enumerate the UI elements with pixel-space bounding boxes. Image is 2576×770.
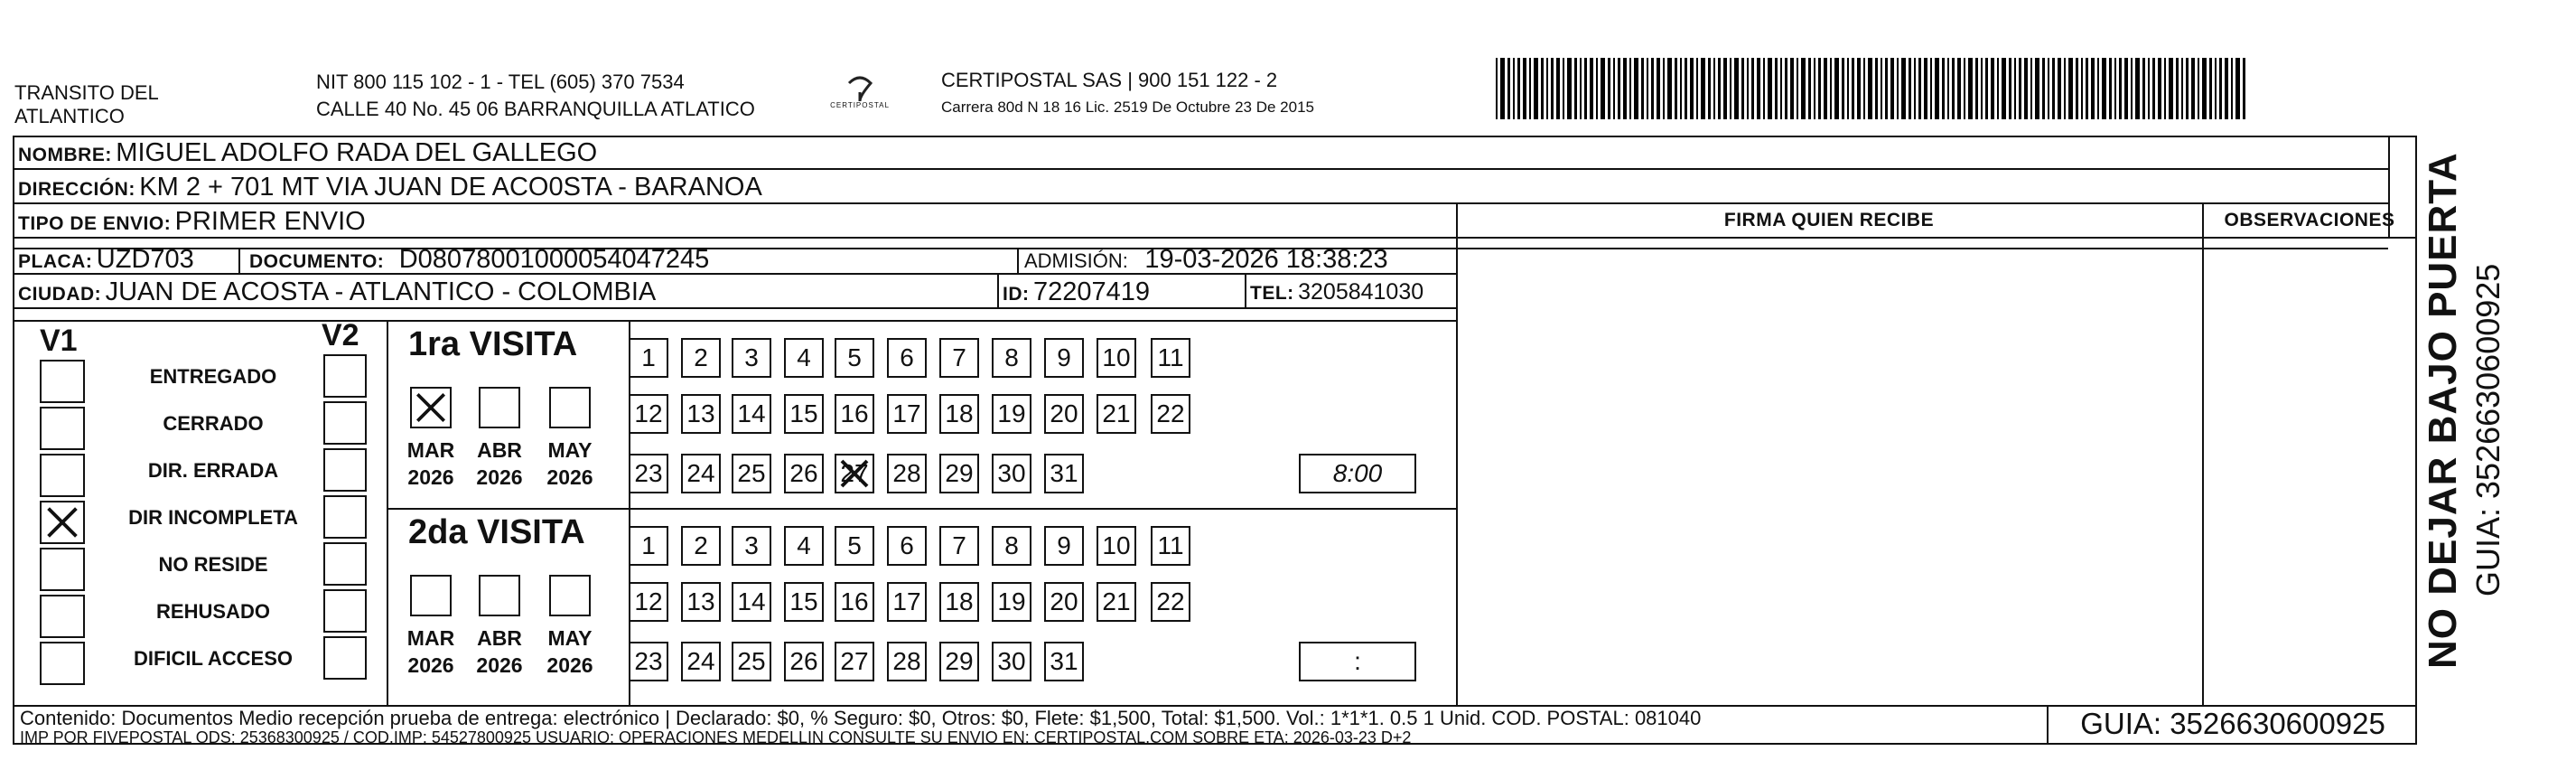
tipo-envio-label: TIPO DE ENVIO:	[18, 213, 172, 234]
day-box[interactable]: 11	[1151, 526, 1190, 566]
day-box[interactable]: 24	[681, 642, 721, 681]
day-box[interactable]: 23	[629, 642, 668, 681]
day-box[interactable]: 23	[629, 454, 668, 493]
day-box[interactable]: 14	[732, 582, 771, 622]
nit-line: NIT 800 115 102 - 1 - TEL (605) 370 7534	[316, 70, 685, 93]
day-box[interactable]: 15	[784, 582, 824, 622]
month-checkbox[interactable]	[410, 575, 452, 616]
tipo-envio-row	[18, 206, 366, 241]
observations-area[interactable]	[2204, 239, 2415, 703]
documento-label: DOCUMENTO:	[249, 251, 385, 272]
day-box[interactable]: 16	[835, 394, 874, 434]
day-box[interactable]: 17	[887, 582, 927, 622]
day-box[interactable]: 24	[681, 454, 721, 493]
month-year: 2026	[476, 465, 523, 489]
month-year: 2026	[476, 653, 523, 677]
day-box[interactable]: 7	[939, 338, 979, 378]
barcode-icon	[1496, 58, 2245, 119]
certipostal-logo	[817, 72, 903, 117]
barcode	[1496, 58, 2245, 119]
day-box[interactable]: 18	[939, 582, 979, 622]
id-value: 72207419	[1032, 277, 1150, 306]
ciudad-label: CIUDAD:	[18, 284, 102, 305]
month-checkbox[interactable]	[549, 575, 591, 616]
day-box[interactable]: 9	[1044, 338, 1084, 378]
side-guia: GUIA: 3526630600925	[2469, 263, 2506, 596]
month-year: 2026	[546, 653, 593, 677]
day-box[interactable]: 11	[1151, 338, 1190, 378]
observaciones-label: OBSERVACIONES	[2224, 210, 2395, 230]
day-box[interactable]: 22	[1151, 394, 1190, 434]
visit-title: 2da VISITA	[408, 513, 585, 551]
visit-title: 1ra VISITA	[408, 325, 578, 363]
admision-value: 19-03-2026 18:38:23	[1144, 245, 1388, 274]
footer-guia: GUIA: 3526630600925	[2080, 707, 2385, 740]
day-box[interactable]: 16	[835, 582, 874, 622]
ciudad-value: JUAN DE ACOSTA - ATLANTICO - COLOMBIA	[105, 277, 657, 306]
footer-contents: Contenido: Documentos Medio recepción prueba de entrega: electrónico | Declarado: $0, % Seguro: $0, Otros: $0, Flete: $1,500, Total: $1,500. Vol.: 1*1*1. 0.5 1 Unid. COD. POSTAL: 081040	[20, 707, 1702, 729]
day-box[interactable]: 7	[939, 526, 979, 566]
v2-checkbox[interactable]	[323, 542, 367, 586]
side-warning: NO DEJAR BAJO PUERTA	[2421, 152, 2465, 669]
day-box[interactable]: 26	[784, 642, 824, 681]
v1-checkbox[interactable]	[40, 360, 85, 403]
day-box[interactable]: 19	[992, 582, 1031, 622]
day-box[interactable]: 17	[887, 394, 927, 434]
status-label: DIFICIL ACCESO	[133, 647, 293, 670]
month-year: 2026	[546, 465, 593, 489]
month-checkbox[interactable]	[479, 575, 520, 616]
day-box[interactable]: 21	[1097, 582, 1136, 622]
day-box[interactable]: 31	[1044, 642, 1084, 681]
v2-checkbox[interactable]	[323, 495, 367, 539]
ciudad-row	[18, 277, 656, 312]
company-name	[14, 81, 159, 128]
status-label: ENTREGADO	[149, 365, 277, 388]
v1-checkbox[interactable]	[40, 407, 85, 450]
day-box[interactable]: 26	[784, 454, 824, 493]
day-box[interactable]: 3	[732, 526, 771, 566]
v2-checkbox[interactable]	[323, 401, 367, 445]
tipo-envio-value: PRIMER ENVIO	[174, 207, 366, 236]
day-box[interactable]: 5	[835, 526, 874, 566]
day-box[interactable]: 28	[887, 642, 927, 681]
signature-area[interactable]	[1458, 239, 2200, 703]
address-line: CALLE 40 No. 45 06 BARRANQUILLA ATLATICO	[316, 98, 755, 120]
logo-caption: CERTIPOSTAL	[830, 101, 890, 109]
day-box[interactable]: 22	[1151, 582, 1190, 622]
day-box[interactable]: 30	[992, 454, 1031, 493]
status-label: DIR. ERRADA	[147, 459, 279, 482]
month-name: MAY	[547, 438, 593, 462]
day-box[interactable]: 3	[732, 338, 771, 378]
nombre-value: MIGUEL ADOLFO RADA DEL GALLEGO	[116, 138, 598, 167]
month-checkbox[interactable]	[479, 387, 520, 428]
v2-checkbox[interactable]	[323, 589, 367, 633]
month-year: 2026	[407, 465, 454, 489]
time-box[interactable]: 8:00	[1299, 454, 1416, 493]
day-box[interactable]: 27	[835, 642, 874, 681]
day-box[interactable]: 12	[629, 394, 668, 434]
v1-checkbox[interactable]	[40, 595, 85, 638]
day-box[interactable]: 4	[784, 338, 824, 378]
day-box[interactable]: 28	[887, 454, 927, 493]
day-box[interactable]: 10	[1097, 526, 1136, 566]
day-mark	[835, 454, 874, 493]
day-box[interactable]: 15	[784, 394, 824, 434]
direccion-label: DIRECCIÓN:	[18, 179, 135, 200]
day-box[interactable]: 21	[1097, 394, 1136, 434]
direccion-row	[18, 172, 762, 207]
company-name-line1: TRANSITO DEL	[14, 81, 159, 104]
day-box[interactable]: 27	[835, 454, 874, 493]
day-box[interactable]: 2	[681, 338, 721, 378]
day-box[interactable]: 13	[681, 394, 721, 434]
day-box[interactable]: 1	[629, 338, 668, 378]
tel-row	[1250, 277, 1423, 311]
day-box[interactable]: 14	[732, 394, 771, 434]
month-name: MAY	[547, 626, 593, 650]
v2-checkbox[interactable]	[323, 636, 367, 680]
tel-label: TEL:	[1250, 283, 1294, 304]
id-label: ID:	[1003, 284, 1030, 305]
v1-label: V1	[40, 324, 78, 358]
month-name: ABR	[477, 438, 522, 462]
day-box[interactable]: 25	[732, 454, 771, 493]
nombre-row	[18, 137, 597, 173]
day-box[interactable]: 29	[939, 454, 979, 493]
nombre-label: NOMBRE:	[18, 145, 112, 165]
day-box[interactable]: 20	[1044, 582, 1084, 622]
day-box[interactable]: 13	[681, 582, 721, 622]
month-checkbox[interactable]	[410, 387, 452, 428]
month-checkbox[interactable]	[549, 387, 591, 428]
company-contact	[316, 70, 755, 121]
day-box[interactable]: 31	[1044, 454, 1084, 493]
firma-label: FIRMA QUIEN RECIBE	[1723, 210, 1935, 230]
month-name: ABR	[477, 626, 522, 650]
v1-checkbox[interactable]	[40, 454, 85, 497]
status-label: DIR INCOMPLETA	[128, 506, 298, 529]
month-name: MAR	[406, 626, 455, 650]
direccion-value: KM 2 + 701 MT VIA JUAN DE ACO0STA - BARANOA	[139, 173, 762, 202]
day-box[interactable]: 10	[1097, 338, 1136, 378]
id-row	[1003, 277, 1150, 312]
time-box[interactable]: :	[1299, 642, 1416, 681]
license-line: Carrera 80d N 18 16 Lic. 2519 De Octubre 23 De 2015	[941, 99, 1314, 116]
day-box[interactable]: 2	[681, 526, 721, 566]
day-box[interactable]: 18	[939, 394, 979, 434]
day-box[interactable]: 5	[835, 338, 874, 378]
carrier-line: CERTIPOSTAL SAS | 900 151 122 - 2	[941, 69, 1278, 91]
v1-checkbox[interactable]	[40, 642, 85, 685]
documento-row	[249, 244, 709, 279]
admision-row	[1024, 244, 1388, 279]
month-year: 2026	[407, 653, 454, 677]
day-box[interactable]: 8	[992, 526, 1031, 566]
month-name: MAR	[406, 438, 455, 462]
v2-checkbox[interactable]	[323, 448, 367, 492]
certipostal-logo-icon	[817, 72, 903, 117]
day-box[interactable]: 4	[784, 526, 824, 566]
v1-checkbox[interactable]	[40, 548, 85, 591]
day-box[interactable]: 12	[629, 582, 668, 622]
day-box[interactable]: 20	[1044, 394, 1084, 434]
day-box[interactable]: 30	[992, 642, 1031, 681]
tel-value: 3205841030	[1298, 279, 1424, 305]
admision-label: ADMISIÓN:	[1024, 249, 1128, 272]
day-box[interactable]: 8	[992, 338, 1031, 378]
status-label: NO RESIDE	[158, 553, 268, 576]
placa-label: PLACA:	[18, 251, 93, 272]
day-box[interactable]: 9	[1044, 526, 1084, 566]
day-box[interactable]: 6	[887, 526, 927, 566]
documento-value: D08078001000054047245	[398, 245, 710, 274]
v2-checkbox[interactable]	[323, 354, 367, 398]
status-label: REHUSADO	[156, 600, 270, 623]
footer-print-info: IMP POR FIVEPOSTAL ODS: 25368300925 / COD.IMP: 54527800925 USUARIO: OPERACIONES MEDELLIN CONSULTE SU ENVIO EN: CERTIPOSTAL.COM SOBRE ETA: 2026-03-23 D+2	[20, 728, 1412, 747]
company-name-line2: ATLANTICO	[14, 105, 125, 127]
v1-checkbox[interactable]	[40, 501, 85, 544]
day-box[interactable]: 25	[732, 642, 771, 681]
placa-row	[18, 244, 194, 279]
carrier-info	[941, 69, 1314, 117]
day-box[interactable]: 29	[939, 642, 979, 681]
placa-value: UZD703	[96, 245, 194, 274]
status-label: CERRADO	[163, 412, 264, 435]
v2-label: V2	[322, 318, 359, 352]
day-box[interactable]: 19	[992, 394, 1031, 434]
day-box[interactable]: 1	[629, 526, 668, 566]
day-box[interactable]: 6	[887, 338, 927, 378]
